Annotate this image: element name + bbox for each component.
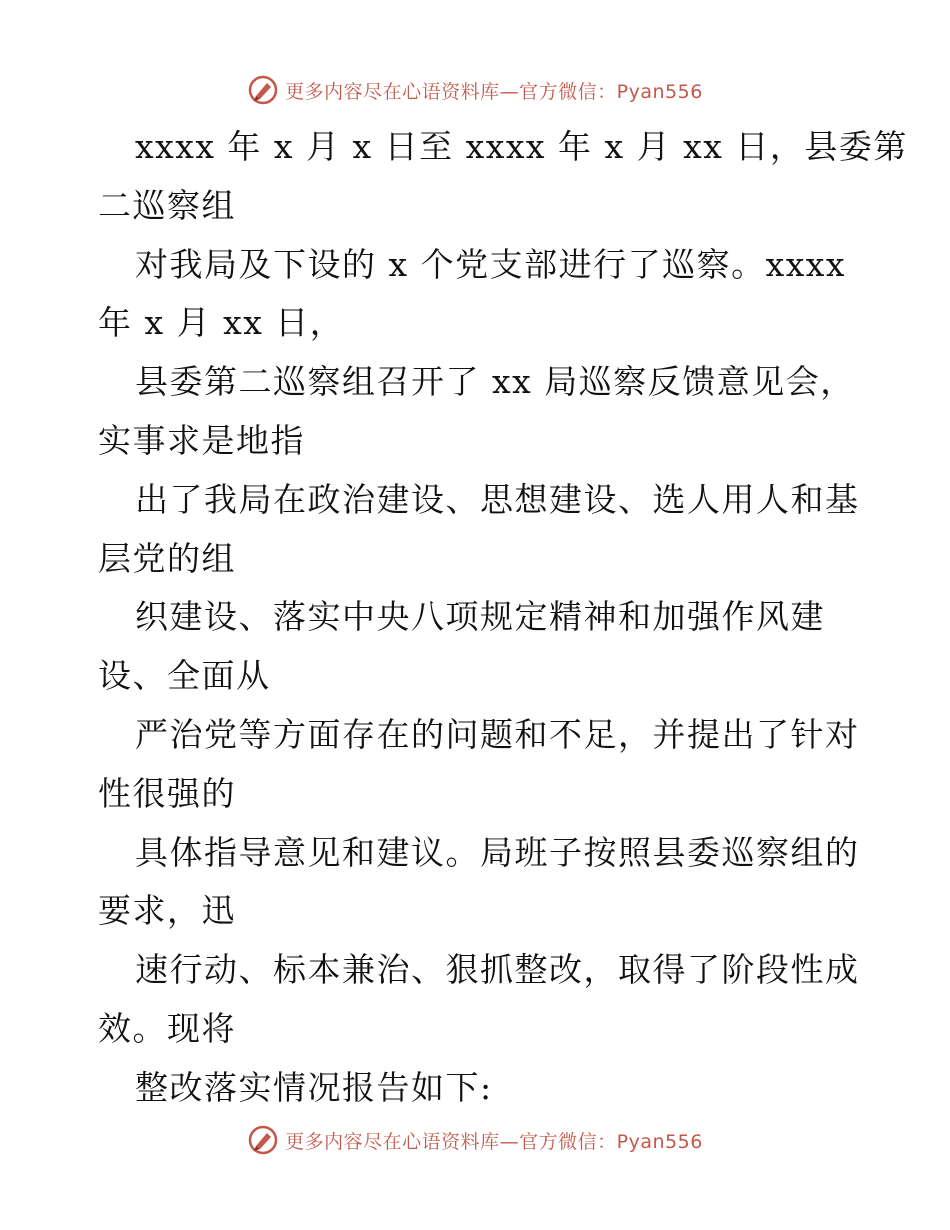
body-line: 具体指导意见和建议。局班子按照县委巡察组的	[135, 832, 860, 872]
body-line: 速行动、标本兼治、狠抓整改，取得了阶段性成	[135, 950, 860, 990]
body-line: 性很强的	[98, 773, 236, 813]
watermark-text: 更多内容尽在心语资料库—官方微信：Pyan556	[285, 80, 703, 103]
body-line: xxxx 年 x 月 x 日至 xxxx 年 x 月 xx 日，县委第	[135, 127, 908, 166]
watermark-text: 更多内容尽在心语资料库—官方微信：Pyan556	[285, 1130, 703, 1153]
body-line: 织建设、落实中央八项规定精神和加强作风建	[135, 597, 825, 637]
body-line: 效。现将	[98, 1008, 236, 1048]
header-watermark	[0, 70, 950, 110]
body-line: 严治党等方面存在的问题和不足，并提出了针对	[135, 714, 860, 754]
pen-logo-icon	[247, 1124, 279, 1156]
body-line: 年 x 月 xx 日，	[98, 303, 345, 343]
body-line: 要求，迅	[98, 891, 236, 931]
document-body	[0, 118, 950, 1118]
body-line: 出了我局在政治建设、思想建设、选人用人和基	[135, 479, 860, 519]
body-line: 实事求是地指	[98, 420, 305, 460]
body-line: 整改落实情况报告如下:	[135, 1067, 493, 1107]
body-line: 县委第二巡察组召开了 xx 局巡察反馈意见会，	[135, 362, 855, 402]
body-line: 层党的组	[98, 538, 236, 578]
footer-watermark	[0, 1120, 950, 1160]
body-line: 对我局及下设的 x 个党支部进行了巡察。xxxx	[135, 244, 847, 284]
body-line: 二巡察组	[98, 185, 236, 225]
pen-logo-icon	[247, 74, 279, 106]
body-line: 设、全面从	[98, 656, 271, 696]
